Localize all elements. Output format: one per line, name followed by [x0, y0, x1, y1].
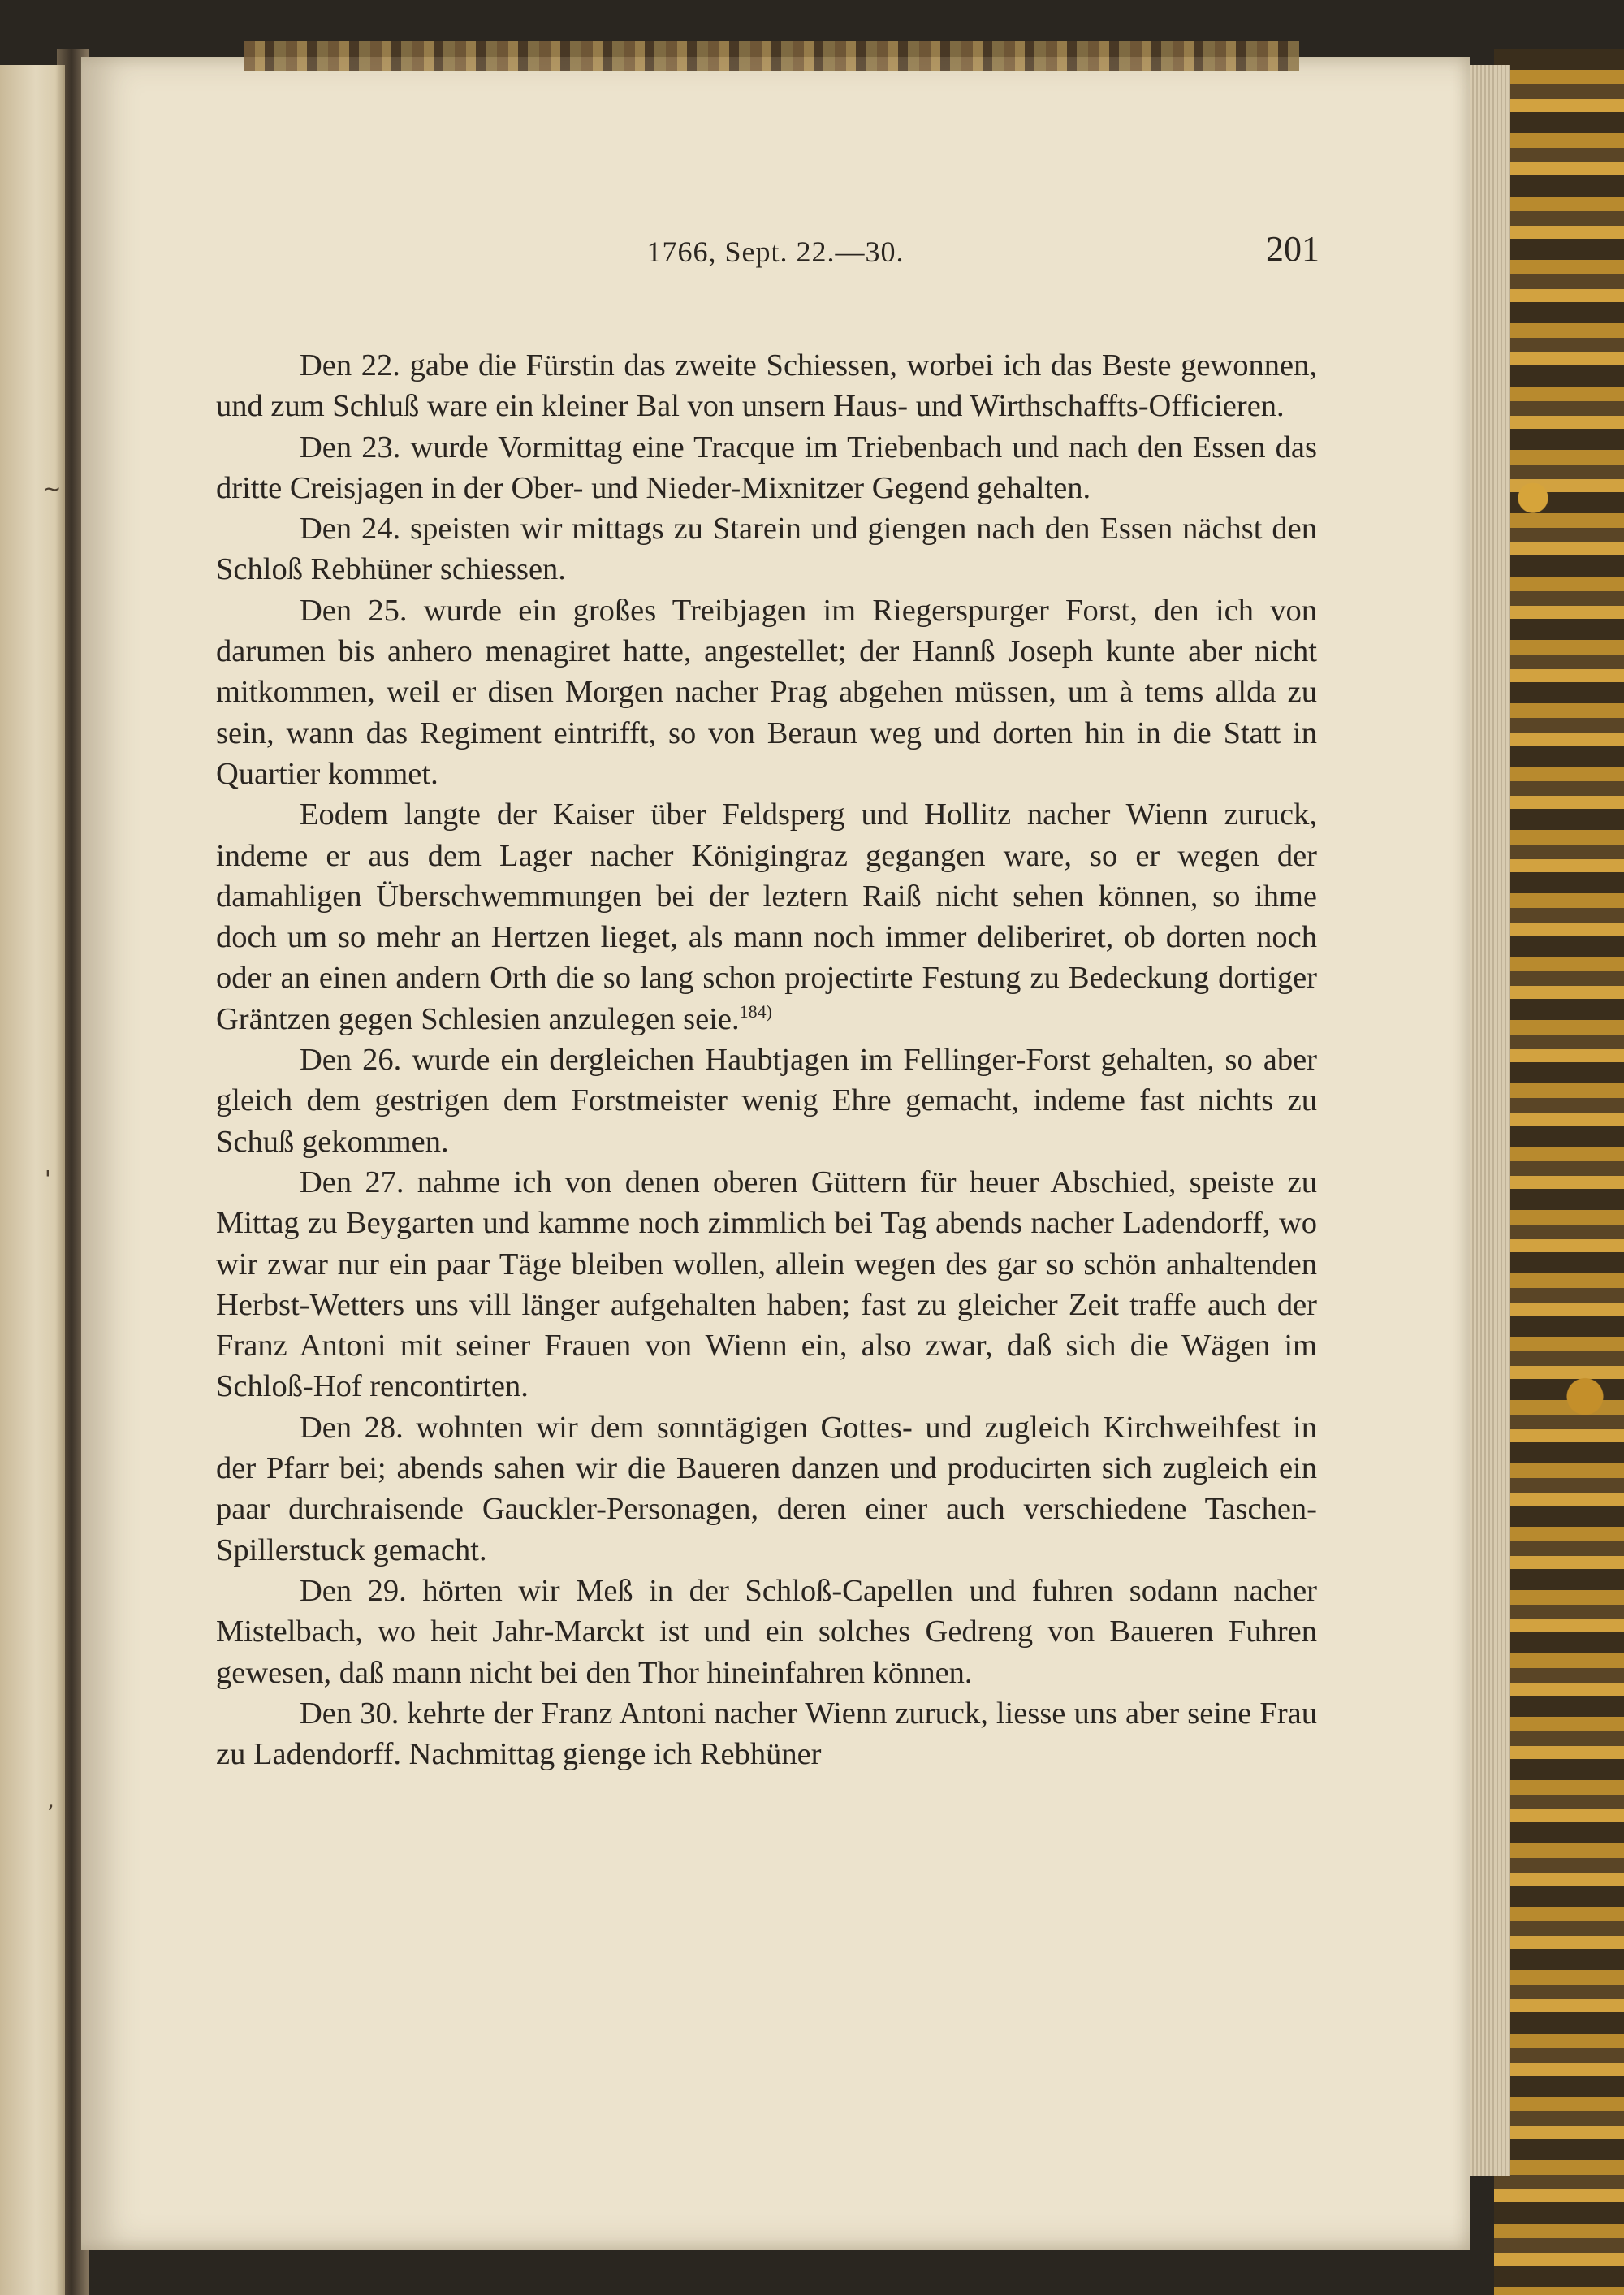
paragraph-text: Den 22. gabe die Fürstin das zweite Schiessen, worbei ich das Beste gewonnen, und zum Schluß ware ein kleiner Bal von unsern Haus- und Wirthschaffts-Officieren.: [216, 348, 1317, 424]
running-head: [81, 223, 1470, 280]
page-number: 201: [1266, 229, 1320, 269]
margin-mark: ~: [42, 475, 62, 502]
top-binding-strip: [244, 41, 1299, 71]
paragraph-text: Den 25. wurde ein großes Treibjagen im Riegerspurger Forst, den ich von darumen bis anhero menagiret hatte, angestellet; der Hannß Joseph kunte aber nicht mitkommen, weil er disen Morgen nacher Prag abgehen müssen, um à tems allda zu sein, wann das Regiment eintrifft, so von Beraun weg und dorten hin in die Statt in Quartier kommet.: [216, 593, 1317, 791]
paragraph: [216, 508, 1317, 590]
paragraph-text: Den 30. kehrte der Franz Antoni nacher Wienn zuruck, liesse uns aber seine Frau zu Ladendorff. Nachmittag gienge ich Rebhüner: [216, 1696, 1317, 1772]
paragraph: [216, 1693, 1317, 1775]
paragraph: [216, 1407, 1317, 1571]
marbled-cover-edge: [1494, 49, 1624, 2295]
paragraph-text: Den 27. nahme ich von denen oberen Güttern für heuer Abschied, speiste zu Mittag zu Beygarten und kamme noch zimmlich bei Tag abends nacher Ladendorff, wo wir zwar nur ein paar Täge bleiben wollen, allein wegen des gar so schön anhaltenden Herbst-Wetters uns vill länger aufgehalten haben; fast zu gleicher Zeit traffe auch der Franz Antoni mit seiner Frauen von Wienn ein, also zwar, daß sich die Wägen im Schloß-Hof rencontirten.: [216, 1165, 1317, 1404]
paragraph: [216, 590, 1317, 794]
paragraph: [216, 345, 1317, 427]
margin-mark: ,: [47, 1787, 54, 1813]
paragraph-text: Den 26. wurde ein dergleichen Haubtjagen im Fellinger-Forst gehalten, so aber gleich dem gestrigen dem Forstmeister wenig Ehre gemacht, indeme fast nichts zu Schuß gekommen.: [216, 1043, 1317, 1159]
paragraph: [216, 1039, 1317, 1162]
paragraph-text: Den 29. hörten wir Meß in der Schloß-Capellen und fuhren sodann nacher Mistelbach, wo heit Jahr-Marckt ist und ein solches Gedreng von Baueren Fuhren gewesen, daß mann nicht bei den Thor hineinfahren können.: [216, 1573, 1317, 1690]
paragraph-text: Den 23. wurde Vormittag eine Tracque im Triebenbach und nach den Essen das dritte Creisjagen in der Ober- und Nieder-Mixnitzer Gegend gehalten.: [216, 430, 1317, 505]
body-text: [216, 345, 1317, 1774]
facing-page-edge: [0, 65, 65, 2295]
paragraph: [216, 1162, 1317, 1407]
paragraph-text: Den 28. wohnten wir dem sonntägigen Gottes- und zugleich Kirchweihfest in der Pfarr bei; abends sahen wir die Baueren danzen und producirten sich zugleich ein paar durchraisende Gauckler-Personagen, deren einer auch verschiedene Taschen-Spillerstuck gemacht.: [216, 1410, 1317, 1567]
paragraph-text: Eodem langte der Kaiser über Feldsperg und Hollitz nacher Wienn zuruck, indeme er aus dem Lager nacher Königingraz gegangen ware, so er wegen der damahligen Überschwemmungen bei der leztern Raiß nicht sehen können, so ihme doch um so mehr an Hertzen lieget, als mann noch immer deliberiret, ob dorten noch oder an einen andern Orth die so lang schon projectirte Festung zu Bedeckung dortiger Gräntzen gegen Schlesien anzulegen seie.: [216, 797, 1317, 1036]
margin-mark: ': [45, 1165, 51, 1192]
paragraph-text: Den 24. speisten wir mittags zu Starein und giengen nach den Essen nächst den Schloß Rebhüner schiessen.: [216, 512, 1317, 587]
running-title: 1766, Sept. 22.—30.: [646, 236, 905, 268]
paragraph: [216, 1571, 1317, 1693]
footnote-marker: 184): [739, 1001, 772, 1022]
paragraph: [216, 794, 1317, 1039]
book-page: [81, 57, 1470, 2250]
paragraph: [216, 427, 1317, 509]
